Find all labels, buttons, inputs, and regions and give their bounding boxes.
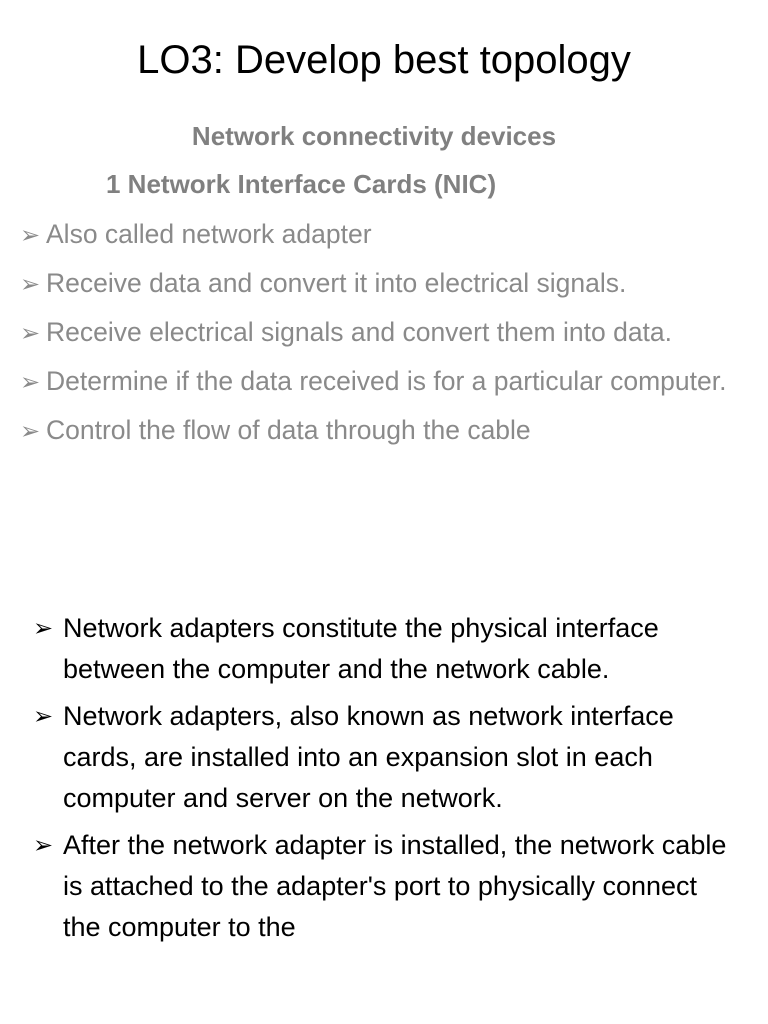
arrow-bullet-icon: ➢ <box>20 369 41 396</box>
list-item: ➢ After the network adapter is installed, the network cable is attached to the adapter's port to physically connect the computer to the <box>33 825 733 948</box>
list-item: ➢ Receive electrical signals and convert them into data. <box>20 311 755 355</box>
arrow-bullet-icon: ➢ <box>33 703 54 730</box>
list-item: ➢ Also called network adapter <box>20 213 755 257</box>
list-item: ➢ Determine if the data received is for a particular computer. <box>20 360 755 404</box>
slide-title: LO3: Develop best topology <box>137 38 631 82</box>
slide-subtitle: Network connectivity devices <box>191 121 557 151</box>
arrow-bullet-icon: ➢ <box>20 271 41 298</box>
list-item: ➢ Network adapters constitute the physical interface between the computer and the network cable. <box>33 608 733 690</box>
arrow-bullet-icon: ➢ <box>20 418 41 445</box>
arrow-bullet-icon: ➢ <box>20 320 41 347</box>
list-item: ➢ Control the flow of data through the cable <box>20 409 755 453</box>
nic-function-list <box>20 213 755 458</box>
arrow-bullet-icon: ➢ <box>33 832 54 859</box>
section-heading: 1 Network Interface Cards (NIC) <box>106 169 497 199</box>
arrow-bullet-icon: ➢ <box>20 222 41 249</box>
network-adapter-notes <box>33 608 733 954</box>
list-item: ➢ Network adapters, also known as network interface cards, are installed into an expansion slot in each computer and server on the network. <box>33 696 733 819</box>
list-item: ➢ Receive data and convert it into electrical signals. <box>20 262 755 306</box>
arrow-bullet-icon: ➢ <box>33 615 54 642</box>
